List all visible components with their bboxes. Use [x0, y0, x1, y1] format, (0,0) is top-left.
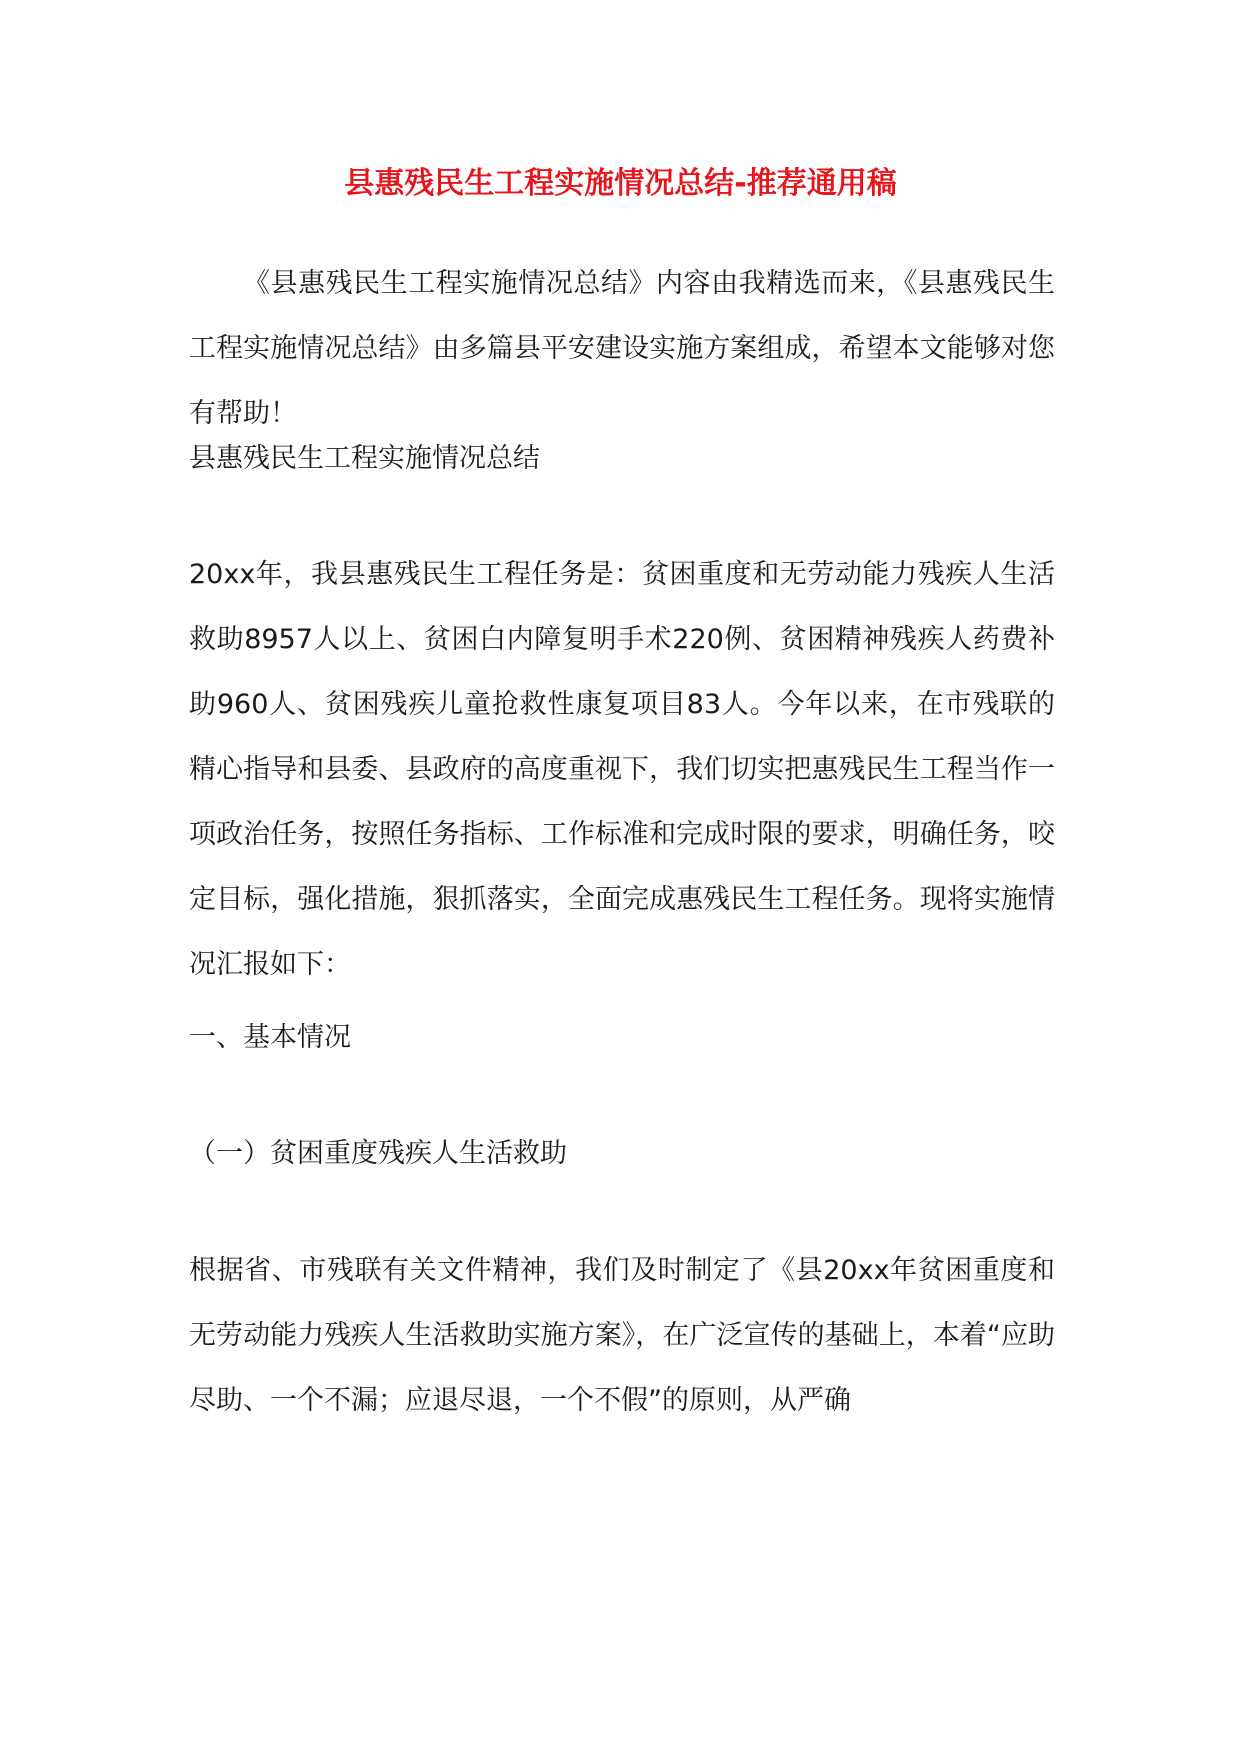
subsection-heading-1: （一）贫困重度残疾人生活救助: [189, 1138, 567, 1169]
intro-paragraph: 《县惠残民生工程实施情况总结》内容由我精选而来，《县惠残民生工程实施情况总结》由多篇县平安建设实施方案组成，希望本文能够对您有帮助！: [189, 268, 1055, 429]
body-paragraph-1: 20xx年，我县惠残民生工程任务是：贫困重度和无劳动能力残疾人生活救助8957人以上、贫困白内障复明手术220例、贫困精神残疾人药费补助960人、贫困残疾儿童抢救性康复项目83人。今年以来，在市残联的精心指导和县委、县政府的高度重视下，我们切实把惠残民生工程当作一项政治任务，按照任务指标、工作标准和完成时限的要求，明确任务，咬定目标，强化措施，狠抓落实，全面完成惠残民生工程任务。现将实施情况汇报如下：: [189, 559, 1055, 980]
document-title: 县惠残民生工程实施情况总结-推荐通用稿: [344, 166, 897, 201]
document-subtitle: 县惠残民生工程实施情况总结: [189, 443, 540, 474]
section-heading-1: 一、基本情况: [189, 1022, 351, 1053]
body-paragraph-2: 根据省、市残联有关文件精神，我们及时制定了《县20xx年贫困重度和无劳动能力残疾人生活救助实施方案》，在广泛宣传的基础上，本着“应助尽助、一个不漏；应退尽退，一个不假”的原则，从严确: [189, 1255, 1055, 1416]
